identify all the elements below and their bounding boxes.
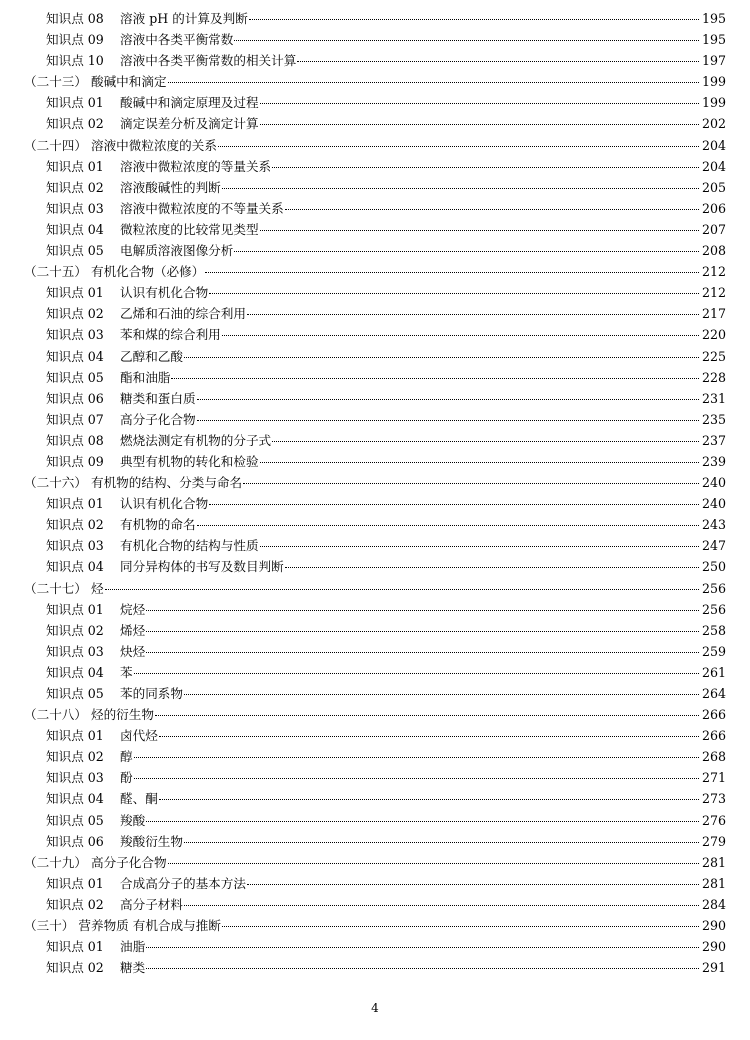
toc-item-entry[interactable] (0, 29, 750, 50)
toc-entry-prefix: 知识点 02 (46, 749, 104, 765)
toc-entry-prefix: （二十五） (24, 264, 87, 280)
toc-entry-prefix: 知识点 05 (46, 243, 104, 259)
toc-entry-title: 典型有机物的转化和检验 (120, 453, 259, 469)
toc-entry-page: 240 (701, 496, 726, 512)
toc-item-entry[interactable] (0, 556, 750, 577)
toc-entry-label (46, 324, 221, 345)
toc-item-entry[interactable] (0, 662, 750, 683)
toc-item-entry[interactable] (0, 788, 750, 809)
dot-leader (297, 61, 699, 62)
toc-entry-page: 276 (701, 812, 726, 828)
toc-entry-label (46, 556, 284, 577)
toc-entry-title: 烃 (90, 580, 104, 596)
toc-entry-label (46, 29, 233, 50)
toc-entry-page: 212 (701, 264, 726, 280)
dot-leader (260, 124, 699, 125)
toc-entry-prefix: 知识点 01 (46, 728, 104, 744)
dot-leader (105, 589, 699, 590)
toc-entry-prefix: 知识点 06 (46, 833, 104, 849)
toc-entry-label (24, 71, 167, 92)
toc-entry-page: 290 (701, 939, 726, 955)
dot-leader (218, 146, 699, 147)
toc-entry-label (24, 704, 154, 725)
toc-entry-prefix: 知识点 03 (46, 200, 104, 216)
toc-entry-label (46, 957, 145, 978)
toc-entry-label (46, 303, 246, 324)
toc-entry-prefix: 知识点 01 (46, 875, 104, 891)
toc-item-entry[interactable] (0, 620, 750, 641)
toc-entry-label (46, 113, 259, 134)
toc-entry-page: 197 (701, 53, 726, 69)
toc-entry-prefix: 知识点 02 (46, 960, 104, 976)
dot-leader (168, 863, 699, 864)
toc-entry-label (46, 514, 196, 535)
dot-leader (272, 441, 699, 442)
dot-leader (184, 905, 699, 906)
toc-entry-title: 溶液中微粒浓度的关系 (90, 137, 217, 153)
toc-entry-prefix: 知识点 03 (46, 770, 104, 786)
toc-entry-prefix: 知识点 06 (46, 390, 104, 406)
toc-entry-page: 231 (701, 390, 726, 406)
toc-entry-page: 284 (701, 896, 726, 912)
dot-leader (168, 82, 699, 83)
dot-leader (234, 251, 699, 252)
toc-entry-page: 195 (701, 32, 726, 48)
toc-entry-label (46, 367, 170, 388)
toc-entry-prefix: （二十八） (24, 707, 87, 723)
toc-entry-title: 溶液中微粒浓度的不等量关系 (120, 200, 284, 216)
toc-entry-title: 酸碱中和滴定原理及过程 (120, 95, 259, 111)
page-number: 4 (371, 1001, 379, 1015)
toc-entry-title: 溶液 pH 的计算及判断 (120, 11, 248, 26)
toc-entry-title: 羧酸 (120, 812, 146, 828)
dot-leader (197, 399, 699, 400)
toc-entry-prefix: （二十六） (24, 475, 87, 491)
toc-item-entry[interactable] (0, 535, 750, 556)
toc-entry-page: 281 (701, 875, 726, 891)
toc-entry-label (46, 746, 133, 767)
toc-entry-prefix: 知识点 03 (46, 538, 104, 554)
toc-section-entry[interactable] (0, 71, 750, 92)
toc-entry-prefix: 知识点 01 (46, 158, 104, 174)
toc-item-entry[interactable] (0, 198, 750, 219)
toc-entry-prefix: 知识点 04 (46, 348, 104, 364)
toc-entry-page: 279 (701, 833, 726, 849)
toc-entry-page: 264 (701, 686, 726, 701)
toc-section-entry[interactable] (0, 578, 750, 599)
toc-entry-prefix: 知识点 01 (46, 285, 104, 301)
dot-leader (222, 335, 699, 336)
toc-entry-title: 酚 (120, 770, 133, 786)
toc-entry-prefix: （二十七） (24, 580, 87, 596)
toc-section-entry[interactable] (0, 472, 750, 493)
toc-entry-page: 212 (701, 285, 726, 301)
toc-entry-page: 220 (701, 327, 726, 343)
toc-entry-prefix: （三十） (24, 918, 75, 934)
toc-entry-label (46, 894, 183, 915)
dot-leader (184, 357, 699, 358)
dot-leader (209, 293, 699, 294)
toc-entry-label (46, 156, 271, 177)
toc-entry-title: 卤代烃 (120, 728, 158, 744)
dot-leader (171, 378, 699, 379)
toc-entry-prefix: 知识点 01 (46, 496, 104, 512)
toc-entry-title: 高分子化合物 (90, 854, 167, 870)
dot-leader (159, 736, 699, 737)
toc-entry-prefix: 知识点 05 (46, 369, 104, 385)
toc-entry-label (46, 50, 296, 71)
dot-leader (184, 842, 699, 843)
toc-entry-label (46, 409, 196, 430)
toc-entry-label (24, 852, 167, 873)
toc-entry-page: 290 (701, 918, 726, 934)
toc-item-entry[interactable] (0, 324, 750, 345)
toc-entry-label (24, 135, 217, 156)
toc-entry-prefix: 知识点 04 (46, 221, 104, 237)
toc-entry-prefix: 知识点 05 (46, 812, 104, 828)
toc-entry-prefix: 知识点 02 (46, 179, 104, 195)
toc-entry-page: 240 (701, 475, 726, 491)
toc-entry-label (46, 282, 208, 303)
toc-entry-title: 酯和油脂 (120, 369, 171, 385)
toc-entry-title: 烃的衍生物 (90, 707, 154, 723)
toc-entry-label (46, 599, 145, 620)
toc-item-entry[interactable] (0, 367, 750, 388)
toc-item-entry[interactable] (0, 177, 750, 198)
toc-entry-title: 有机物的结构、分类与命名 (90, 475, 243, 491)
toc-entry-label (46, 535, 259, 556)
toc-entry-title: 糖类和蛋白质 (120, 390, 196, 406)
toc-entry-prefix: （二十三） (24, 74, 87, 90)
toc-item-entry[interactable] (0, 831, 750, 852)
toc-entry-prefix: 知识点 02 (46, 116, 104, 132)
toc-entry-title: 认识有机化合物 (120, 285, 209, 301)
toc-item-entry[interactable] (0, 50, 750, 71)
toc-entry-page: 256 (701, 601, 726, 617)
toc-entry-label (46, 683, 183, 704)
table-of-contents (0, 8, 750, 978)
toc-entry-label (46, 430, 271, 451)
toc-entry-title: 滴定误差分析及滴定计算 (120, 116, 259, 132)
toc-entry-label (46, 451, 259, 472)
toc-entry-title: 苯和煤的综合利用 (120, 327, 221, 343)
toc-entry-label (46, 92, 259, 113)
toc-entry-label (46, 810, 145, 831)
toc-entry-title: 有机化合物的结构与性质 (120, 538, 259, 554)
dot-leader (197, 525, 699, 526)
toc-entry-title: 认识有机化合物 (120, 496, 209, 512)
toc-entry-prefix: 知识点 08 (46, 432, 104, 448)
dot-leader (260, 546, 699, 547)
toc-item-entry[interactable] (0, 493, 750, 514)
toc-entry-label (46, 873, 246, 894)
toc-entry-page: 271 (701, 770, 726, 786)
dot-leader (222, 188, 699, 189)
toc-entry-page: 199 (701, 74, 726, 90)
toc-entry-page: 268 (701, 749, 726, 765)
toc-item-entry[interactable] (0, 409, 750, 430)
toc-entry-label (24, 915, 221, 936)
toc-entry-page: 228 (701, 369, 726, 385)
toc-section-entry[interactable] (0, 704, 750, 725)
dot-leader (234, 40, 699, 41)
toc-entry-title: 醇 (120, 749, 133, 765)
toc-entry-title: 溶液中各类平衡常数 (120, 32, 234, 48)
toc-entry-label (46, 493, 208, 514)
toc-entry-label (46, 641, 145, 662)
toc-entry-title: 乙烯和石油的综合利用 (120, 306, 246, 322)
toc-entry-prefix: 知识点 04 (46, 791, 104, 807)
toc-entry-label (46, 620, 145, 641)
toc-entry-prefix: 知识点 08 (46, 11, 104, 26)
toc-entry-page: 266 (701, 707, 726, 723)
toc-entry-prefix: 知识点 10 (46, 53, 104, 69)
toc-section-entry[interactable] (0, 261, 750, 282)
toc-entry-page: 206 (701, 200, 726, 216)
dot-leader (184, 694, 699, 695)
dot-leader (260, 230, 699, 231)
toc-entry-title: 苯 (120, 664, 133, 680)
toc-entry-page: 217 (701, 306, 726, 322)
toc-entry-page: 199 (701, 95, 726, 111)
toc-entry-title: 炔烃 (120, 643, 146, 659)
dot-leader (209, 504, 699, 505)
dot-leader (222, 926, 699, 927)
toc-entry-page: 250 (701, 559, 726, 575)
toc-entry-label (46, 177, 221, 198)
toc-item-entry[interactable] (0, 240, 750, 261)
dot-leader (146, 821, 699, 822)
toc-entry-title: 同分异构体的书写及数目判断 (120, 559, 284, 575)
toc-entry-label (46, 388, 196, 409)
toc-item-entry[interactable] (0, 113, 750, 134)
toc-entry-prefix: （二十九） (24, 854, 87, 870)
dot-leader (272, 167, 699, 168)
dot-leader (260, 462, 699, 463)
toc-entry-prefix: 知识点 01 (46, 601, 104, 617)
toc-entry-label (46, 725, 158, 746)
toc-entry-title: 醛、酮 (120, 791, 158, 807)
toc-item-entry[interactable] (0, 725, 750, 746)
dot-leader (134, 778, 699, 779)
toc-entry-page: 204 (701, 158, 726, 174)
toc-entry-label (46, 346, 183, 367)
toc-item-entry[interactable] (0, 767, 750, 788)
toc-entry-page: 259 (701, 643, 726, 659)
dot-leader (146, 968, 699, 969)
dot-leader (260, 103, 699, 104)
toc-entry-title: 微粒浓度的比较常见类型 (120, 221, 259, 237)
toc-item-entry[interactable] (0, 514, 750, 535)
toc-entry-prefix: 知识点 03 (46, 643, 104, 659)
toc-entry-title: 油脂 (120, 939, 146, 955)
toc-entry-page: 258 (701, 622, 726, 638)
toc-entry-title: 羧酸衍生物 (120, 833, 183, 849)
toc-item-entry[interactable] (0, 746, 750, 767)
toc-entry-title: 酸碱中和滴定 (90, 74, 167, 90)
dot-leader (134, 673, 699, 674)
toc-item-entry[interactable] (0, 873, 750, 894)
toc-entry-page: 281 (701, 854, 726, 870)
toc-item-entry[interactable] (0, 219, 750, 240)
toc-entry-label (46, 662, 133, 683)
toc-item-entry[interactable] (0, 92, 750, 113)
dot-leader (285, 567, 699, 568)
dot-leader (155, 715, 699, 716)
toc-entry-title: 高分子材料 (120, 896, 183, 912)
toc-entry-prefix: 知识点 09 (46, 453, 104, 469)
toc-entry-prefix: 知识点 02 (46, 306, 104, 322)
toc-entry-prefix: 知识点 01 (46, 95, 104, 111)
toc-entry-title: 电解质溶液图像分析 (120, 243, 234, 259)
toc-item-entry[interactable] (0, 641, 750, 662)
toc-entry-prefix: 知识点 04 (46, 559, 104, 575)
dot-leader (285, 209, 699, 210)
toc-entry-title: 溶液中各类平衡常数的相关计算 (120, 53, 297, 69)
toc-entry-title: 有机化合物（必修） (90, 264, 205, 280)
toc-entry-label (24, 261, 204, 282)
toc-item-entry[interactable] (0, 599, 750, 620)
toc-entry-prefix: 知识点 02 (46, 896, 104, 912)
toc-entry-prefix: 知识点 03 (46, 327, 104, 343)
toc-entry-label (24, 472, 242, 493)
toc-entry-page: 202 (701, 116, 726, 132)
toc-entry-title: 营养物质 有机合成与推断 (78, 918, 221, 934)
toc-item-entry[interactable] (0, 388, 750, 409)
dot-leader (146, 610, 699, 611)
toc-item-entry[interactable] (0, 8, 750, 29)
dot-leader (146, 947, 699, 948)
toc-item-entry[interactable] (0, 957, 750, 978)
toc-item-entry[interactable] (0, 936, 750, 957)
toc-entry-page: 256 (701, 580, 726, 596)
toc-entry-title: 有机物的命名 (120, 517, 196, 533)
dot-leader (146, 631, 699, 632)
toc-entry-title: 溶液酸碱性的判断 (120, 179, 221, 195)
toc-entry-title: 燃烧法测定有机物的分子式 (120, 432, 272, 448)
toc-entry-label (46, 240, 233, 261)
toc-item-entry[interactable] (0, 430, 750, 451)
toc-entry-label (46, 788, 158, 809)
toc-entry-title: 溶液中微粒浓度的等量关系 (120, 158, 272, 174)
toc-entry-page: 273 (701, 791, 726, 807)
dot-leader (247, 884, 699, 885)
toc-entry-prefix: 知识点 02 (46, 517, 104, 533)
toc-entry-page: 204 (701, 137, 726, 153)
toc-entry-label (46, 198, 284, 219)
toc-item-entry[interactable] (0, 346, 750, 367)
toc-section-entry[interactable] (0, 852, 750, 873)
toc-entry-page: 208 (701, 243, 726, 259)
toc-entry-title: 乙醇和乙酸 (120, 348, 183, 364)
toc-entry-label (46, 8, 248, 29)
toc-section-entry[interactable] (0, 915, 750, 936)
toc-entry-title: 高分子化合物 (120, 411, 196, 427)
toc-entry-prefix: 知识点 05 (46, 686, 104, 701)
toc-entry-page: 235 (701, 411, 726, 427)
toc-item-entry[interactable] (0, 303, 750, 324)
dot-leader (243, 483, 699, 484)
toc-entry-prefix: 知识点 01 (46, 939, 104, 955)
toc-entry-prefix: （二十四） (24, 137, 87, 153)
toc-entry-title: 合成高分子的基本方法 (120, 875, 246, 891)
dot-leader (134, 757, 699, 758)
toc-item-entry[interactable] (0, 282, 750, 303)
toc-entry-page: 237 (701, 432, 726, 448)
toc-item-entry[interactable] (0, 156, 750, 177)
toc-entry-label (46, 767, 133, 788)
toc-entry-page: 195 (701, 11, 726, 26)
dot-leader (146, 652, 699, 653)
toc-entry-prefix: 知识点 02 (46, 622, 104, 638)
toc-item-entry[interactable] (0, 451, 750, 472)
toc-entry-page: 225 (701, 348, 726, 364)
toc-entry-page: 247 (701, 538, 726, 554)
toc-item-entry[interactable] (0, 894, 750, 915)
toc-item-entry[interactable] (0, 810, 750, 831)
toc-entry-title: 糖类 (120, 960, 146, 976)
dot-leader (205, 272, 699, 273)
toc-entry-label (46, 219, 259, 240)
toc-entry-title: 烯烃 (120, 622, 146, 638)
dot-leader (159, 799, 699, 800)
toc-entry-page: 243 (701, 517, 726, 533)
toc-entry-page: 239 (701, 453, 726, 469)
toc-entry-page: 266 (701, 728, 726, 744)
toc-entry-title: 烷烃 (120, 601, 146, 617)
dot-leader (197, 420, 699, 421)
toc-entry-label (46, 936, 145, 957)
toc-entry-title: 苯的同系物 (120, 686, 183, 701)
toc-entry-prefix: 知识点 04 (46, 664, 104, 680)
dot-leader (249, 19, 699, 20)
toc-entry-page: 291 (701, 960, 726, 976)
toc-item-entry[interactable] (0, 683, 750, 704)
toc-entry-page: 205 (701, 179, 726, 195)
toc-entry-page: 207 (701, 221, 726, 237)
toc-section-entry[interactable] (0, 135, 750, 156)
toc-entry-prefix: 知识点 09 (46, 32, 104, 48)
toc-entry-label (24, 578, 104, 599)
toc-entry-page: 261 (701, 664, 726, 680)
dot-leader (247, 314, 699, 315)
toc-entry-label (46, 831, 183, 852)
toc-entry-prefix: 知识点 07 (46, 411, 104, 427)
